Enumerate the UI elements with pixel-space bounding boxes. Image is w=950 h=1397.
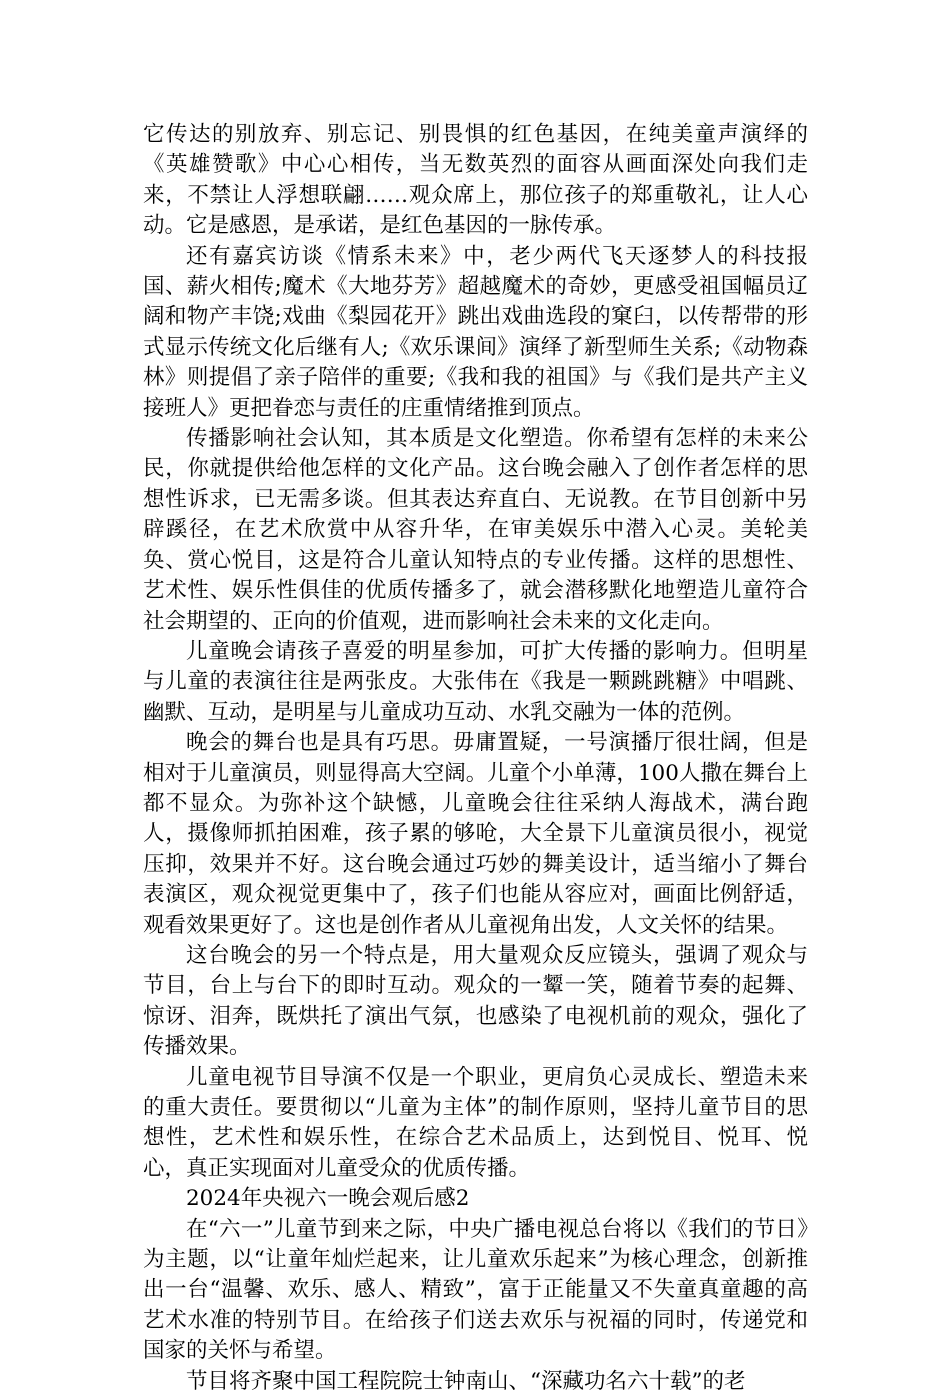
paragraph-5: 晚会的舞台也是具有巧思。毋庸置疑，一号演播厅很壮阔，但是相对于儿童演员，则显得高大空阔。儿童个小单薄，100人撒在舞台上都不显众。为弥补这个缺憾，儿童晚会往往采纳人海战术，满台跑人，摄像师抓拍困难，孩子累的够呛，大全景下儿童演员很小，视觉压抑，效果并不好。这台晚会通过巧妙的舞美设计，适当缩小了舞台表演区，观众视觉更集中了，孩子们也能从容应对，画面比例舒适，观看效果更好了。这也是创作者从儿童视角出发，人文关怀的结果。 — [143, 730, 808, 938]
paragraph-3: 传播影响社会认知，其本质是文化塑造。你希望有怎样的未来公民，你就提供给他怎样的文化产品。这台晚会融入了创作者怎样的思想性诉求，已无需多谈。但其表达弃直白、无说教。在节目创新中另辟蹊径，在艺术欣赏中从容升华，在审美娱乐中潜入心灵。美轮美奂、赏心悦目，这是符合儿童认知特点的专业传播。这样的思想性、艺术性、娱乐性俱佳的优质传播多了，就会潜移默化地塑造儿童符合社会期望的、正向的价值观，进而影响社会未来的文化走向。 — [143, 426, 808, 634]
section-heading: 2024年央视六一晚会观后感2 — [186, 1186, 470, 1212]
document-page — [143, 120, 808, 1397]
paragraph-6: 这台晚会的另一个特点是，用大量观众反应镜头，强调了观众与节目，台上与台下的即时互动。观众的一颦一笑，随着节奏的起舞、惊讶、泪奔，既烘托了演出气氛，也感染了电视机前的观众，强化了传播效果。 — [143, 942, 808, 1060]
paragraph-9: 节目将齐聚中国工程院院士钟南山、“深藏功名六十载”的老 — [186, 1368, 746, 1394]
paragraph-2: 还有嘉宾访谈《情系未来》中，老少两代飞天逐梦人的科技报国、薪火相传;魔术《大地芬芳》超越魔术的奇妙，更感受祖国幅员辽阔和物产丰饶;戏曲《梨园花开》跳出戏曲选段的窠臼，以传帮带的形式显示传统文化后继有人;《欢乐课间》演绎了新型师生关系;《动物森林》则提倡了亲子陪伴的重要;《我和我的祖国》与《我们是共产主义接班人》更把眷恋与责任的庄重情绪推到顶点。 — [143, 243, 808, 421]
paragraph-4: 儿童晚会请孩子喜爱的明星参加，可扩大传播的影响力。但明星与儿童的表演往往是两张皮。大张伟在《我是一颗跳跳糖》中唱跳、幽默、互动，是明星与儿童成功互动、水乳交融为一体的范例。 — [143, 638, 808, 725]
paragraph-8: 在“六一”儿童节到来之际，中央广播电视总台将以《我们的节日》为主题，以“让童年灿烂起来，让儿童欢乐起来”为核心理念，创新推出一台“温馨、欢乐、感人、精致”，富于正能量又不失童真童趣的高艺术水准的特别节目。在给孩子们送去欢乐与祝福的同时，传递党和国家的关怀与希望。 — [143, 1216, 808, 1364]
paragraph-1: 它传达的别放弃、别忘记、别畏惧的红色基因，在纯美童声演绎的《英雄赞歌》中心心相传，当无数英烈的面容从画面深处向我们走来，不禁让人浮想联翩……观众席上，那位孩子的郑重敬礼，让人心动。它是感恩，是承诺，是红色基因的一脉传承。 — [143, 122, 808, 239]
paragraph-7: 儿童电视节目导演不仅是一个职业，更肩负心灵成长、塑造未来的重大责任。要贯彻以“儿童为主体”的制作原则，坚持儿童节目的思想性，艺术性和娱乐性，在综合艺术品质上，达到悦目、悦耳、悦心，真正实现面对儿童受众的优质传播。 — [143, 1064, 808, 1181]
